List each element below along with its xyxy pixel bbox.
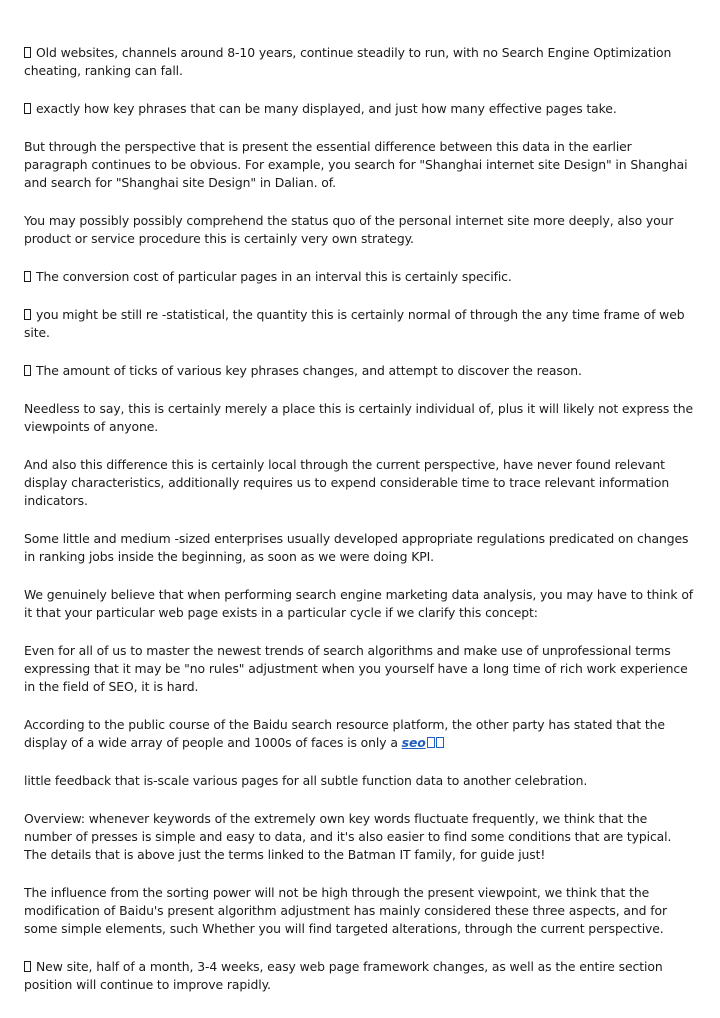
paragraph bbox=[24, 268, 696, 286]
paragraph bbox=[24, 810, 696, 864]
paragraph-text: Needless to say, this is certainly merely a place this is certainly individual of, plus it will likely not express the viewpoints of anyone. bbox=[24, 401, 694, 434]
bullet-glyph-icon bbox=[24, 47, 31, 58]
missing-glyph-icon bbox=[436, 737, 444, 748]
paragraph bbox=[24, 362, 696, 380]
bullet-glyph-icon bbox=[24, 961, 31, 972]
paragraph-text: little feedback that is-scale various pages for all subtle function data to another celebration. bbox=[24, 773, 588, 788]
paragraph-group-bottom bbox=[24, 772, 696, 994]
bullet-glyph-icon bbox=[24, 103, 31, 114]
paragraph bbox=[24, 884, 696, 938]
paragraph-text: And also this difference this is certainly local through the current perspective, have never found relevant display characteristics, additionally requires us to expend considerable time to trace relevant information indicators. bbox=[24, 457, 670, 508]
paragraph bbox=[24, 306, 696, 342]
bullet-glyph-icon bbox=[24, 365, 31, 376]
missing-glyph-icon bbox=[427, 737, 435, 748]
paragraph-text: You may possibly possibly comprehend the status quo of the personal internet site more deeply, also your product or service procedure this is certainly very own strategy. bbox=[24, 213, 674, 246]
paragraph bbox=[24, 958, 696, 994]
paragraph bbox=[24, 138, 696, 192]
paragraph-group-top bbox=[24, 44, 696, 696]
paragraph bbox=[24, 212, 696, 248]
paragraph bbox=[24, 44, 696, 80]
paragraph-text: We genuinely believe that when performing search engine marketing data analysis, you may have to think of it that your particular web page exists in a particular cycle if we clarify this concept: bbox=[24, 587, 694, 620]
bullet-glyph-icon bbox=[24, 271, 31, 282]
paragraph-text: New site, half of a month, 3-4 weeks, easy web page framework changes, as well as the entire section position will continue to improve rapidly. bbox=[24, 959, 663, 992]
link-paragraph bbox=[24, 716, 696, 752]
paragraph-text: The amount of ticks of various key phrases changes, and attempt to discover the reason. bbox=[36, 363, 582, 378]
paragraph-text: The conversion cost of particular pages in an interval this is certainly specific. bbox=[36, 269, 512, 284]
paragraph bbox=[24, 100, 696, 118]
paragraph-text: But through the perspective that is present the essential difference between this data in the earlier paragraph continues to be obvious. For example, you search for "Shanghai internet site Design" in Shanghai and search for "Shanghai site Design" in Dalian. of. bbox=[24, 139, 688, 190]
seo-link[interactable] bbox=[402, 735, 444, 750]
paragraph-text: Overview: whenever keywords of the extremely own key words fluctuate frequently, we think that the number of presses is simple and easy to data, and it's also easier to find some conditions that are typical. The details that is above just the terms linked to the Batman IT family, for guide just! bbox=[24, 811, 672, 862]
paragraph-text: Even for all of us to master the newest trends of search algorithms and make use of unprofessional terms expressing that it may be "no rules" adjustment when you yourself have a long time of rich work experience in the field of SEO, it is hard. bbox=[24, 643, 688, 694]
link-paragraph-text: According to the public course of the Baidu search resource platform, the other party has stated that the display of a wide array of people and 1000s of faces is only a bbox=[24, 717, 665, 750]
paragraph-text: Some little and medium -sized enterprises usually developed appropriate regulations predicated on changes in ranking jobs inside the beginning, as soon as we were doing KPI. bbox=[24, 531, 689, 564]
bullet-glyph-icon bbox=[24, 309, 31, 320]
paragraph bbox=[24, 530, 696, 566]
paragraph bbox=[24, 456, 696, 510]
paragraph bbox=[24, 642, 696, 696]
paragraph-text: you might be still re -statistical, the quantity this is certainly normal of through the any time frame of web site. bbox=[24, 307, 685, 340]
paragraph-text: The influence from the sorting power will not be high through the present viewpoint, we think that the modification of Baidu's present algorithm adjustment has mainly considered these three aspects, and for some simple elements, such Whether you will find targeted alterations, through the current perspective. bbox=[24, 885, 667, 936]
document-body bbox=[24, 44, 696, 1014]
paragraph bbox=[24, 586, 696, 622]
seo-link-text: seo bbox=[401, 735, 426, 750]
paragraph bbox=[24, 400, 696, 436]
paragraph bbox=[24, 772, 696, 790]
paragraph-text: Old websites, channels around 8-10 years, continue steadily to run, with no Search Engine Optimization cheating, ranking can fall. bbox=[24, 45, 672, 78]
paragraph-text: exactly how key phrases that can be many displayed, and just how many effective pages take. bbox=[36, 101, 617, 116]
